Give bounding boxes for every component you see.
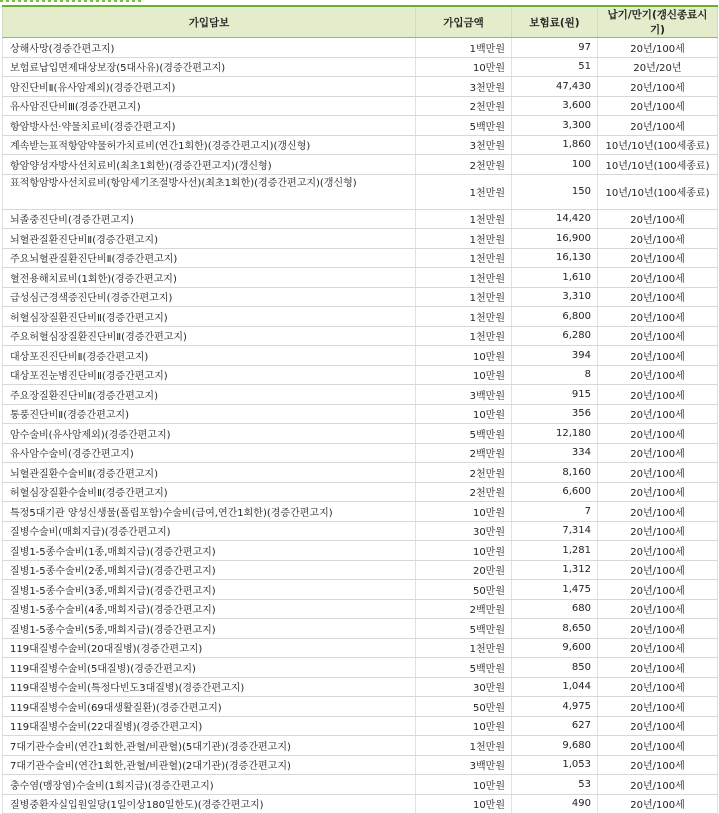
amount-cell: 50만원 (416, 580, 512, 600)
coverage-name-cell: 119대질병수술비(특정다빈도3대질병)(경증간편고지) (3, 677, 416, 697)
premium-cell: 680 (512, 599, 598, 619)
term-cell: 20년/100세 (598, 716, 718, 736)
coverage-name-cell: 7대기관수술비(연간1회한,관혈/비관혈)(2대기관)(경증간편고지) (3, 755, 416, 775)
header-premium: 보험료(원) (512, 6, 598, 38)
amount-cell: 10만원 (416, 794, 512, 814)
amount-cell: 5백만원 (416, 619, 512, 639)
premium-cell: 6,600 (512, 482, 598, 502)
term-cell: 20년/100세 (598, 560, 718, 580)
term-cell: 20년/100세 (598, 599, 718, 619)
amount-cell: 2천만원 (416, 482, 512, 502)
header-row (3, 6, 718, 38)
term-cell: 20년/100세 (598, 443, 718, 463)
coverage-name-cell: 통풍진단비Ⅱ(경증간편고지) (3, 404, 416, 424)
accent-dash (90, 0, 93, 2)
amount-cell: 3천만원 (416, 77, 512, 97)
table-row (3, 502, 718, 522)
amount-cell: 5백만원 (416, 116, 512, 136)
coverage-name-cell: 7대기관수술비(연간1회한,관혈/비관혈)(5대기관)(경증간편고지) (3, 736, 416, 756)
premium-cell: 8,160 (512, 463, 598, 483)
amount-cell: 5백만원 (416, 424, 512, 444)
coverage-table-body (3, 38, 718, 814)
accent-dash (102, 0, 105, 2)
coverage-name-cell: 질병1-5종수술비(2종,매회지급)(경증간편고지) (3, 560, 416, 580)
table-row (3, 580, 718, 600)
accent-dash (138, 0, 141, 2)
premium-cell: 334 (512, 443, 598, 463)
accent-dash (18, 0, 21, 2)
coverage-name-cell: 대상포진진단비Ⅱ(경증간편고지) (3, 346, 416, 366)
amount-cell: 10만원 (416, 775, 512, 795)
term-cell: 20년/100세 (598, 502, 718, 522)
table-row (3, 38, 718, 58)
coverage-name-cell: 주요뇌혈관질환진단비Ⅱ(경증간편고지) (3, 248, 416, 268)
amount-cell: 10만원 (416, 541, 512, 561)
term-cell: 20년/100세 (598, 697, 718, 717)
premium-cell: 9,600 (512, 638, 598, 658)
amount-cell: 3백만원 (416, 385, 512, 405)
table-row (3, 77, 718, 97)
term-cell: 20년/100세 (598, 365, 718, 385)
premium-cell: 4,975 (512, 697, 598, 717)
premium-cell: 627 (512, 716, 598, 736)
term-cell: 20년/100세 (598, 209, 718, 229)
term-cell: 10년/10년(100세종료) (598, 135, 718, 155)
table-row (3, 174, 718, 209)
term-cell: 20년/100세 (598, 96, 718, 116)
amount-cell: 1천만원 (416, 174, 512, 209)
table-row (3, 463, 718, 483)
term-cell: 20년/100세 (598, 307, 718, 327)
accent-dash (120, 0, 123, 2)
header-amount: 가입금액 (416, 6, 512, 38)
premium-cell: 47,430 (512, 77, 598, 97)
table-row (3, 229, 718, 249)
amount-cell: 1천만원 (416, 248, 512, 268)
amount-cell: 10만원 (416, 716, 512, 736)
term-cell: 20년/100세 (598, 755, 718, 775)
table-row (3, 424, 718, 444)
term-cell: 20년/100세 (598, 482, 718, 502)
amount-cell: 10만원 (416, 57, 512, 77)
coverage-name-cell: 급성심근경색증진단비(경증간편고지) (3, 287, 416, 307)
premium-cell: 1,281 (512, 541, 598, 561)
coverage-name-cell: 유사암수술비(경증간편고지) (3, 443, 416, 463)
accent-dash (66, 0, 69, 2)
premium-cell: 9,680 (512, 736, 598, 756)
premium-cell: 1,312 (512, 560, 598, 580)
term-cell: 20년/100세 (598, 541, 718, 561)
coverage-name-cell: 뇌혈관질환진단비Ⅱ(경증간편고지) (3, 229, 416, 249)
table-row (3, 248, 718, 268)
table-row (3, 736, 718, 756)
term-cell: 20년/100세 (598, 229, 718, 249)
term-cell: 20년/100세 (598, 404, 718, 424)
coverage-name-cell: 질병1-5종수술비(5종,매회지급)(경증간편고지) (3, 619, 416, 639)
term-cell: 20년/100세 (598, 677, 718, 697)
premium-cell: 14,420 (512, 209, 598, 229)
coverage-name-cell: 질병1-5종수술비(3종,매회지급)(경증간편고지) (3, 580, 416, 600)
table-row (3, 57, 718, 77)
coverage-name-cell: 유사암진단비Ⅲ(경증간편고지) (3, 96, 416, 116)
coverage-name-cell: 항암양성자방사선치료비(최초1회한)(경증간편고지)(갱신형) (3, 155, 416, 175)
accent-dash (0, 0, 3, 2)
coverage-name-cell: 암수술비(유사암제외)(경증간편고지) (3, 424, 416, 444)
accent-dash (60, 0, 63, 2)
amount-cell: 1천만원 (416, 287, 512, 307)
premium-cell: 7 (512, 502, 598, 522)
table-row (3, 716, 718, 736)
table-row (3, 155, 718, 175)
coverage-name-cell: 119대질병수술비(22대질병)(경증간편고지) (3, 716, 416, 736)
premium-cell: 16,900 (512, 229, 598, 249)
coverage-name-cell: 질병1-5종수술비(1종,매회지급)(경증간편고지) (3, 541, 416, 561)
table-row (3, 677, 718, 697)
accent-dash (6, 0, 9, 2)
coverage-name-cell: 질병수술비(매회지급)(경증간편고지) (3, 521, 416, 541)
premium-cell: 1,610 (512, 268, 598, 288)
premium-cell: 3,310 (512, 287, 598, 307)
premium-cell: 7,314 (512, 521, 598, 541)
term-cell: 20년/100세 (598, 580, 718, 600)
premium-cell: 490 (512, 794, 598, 814)
coverage-name-cell: 보험료납입면제대상보장(5대사유)(경증간편고지) (3, 57, 416, 77)
accent-dash (36, 0, 39, 2)
amount-cell: 5백만원 (416, 658, 512, 678)
premium-cell: 6,800 (512, 307, 598, 327)
term-cell: 20년/100세 (598, 77, 718, 97)
table-row (3, 482, 718, 502)
accent-dash (42, 0, 45, 2)
table-row (3, 541, 718, 561)
coverage-table-header (3, 6, 718, 38)
table-row (3, 287, 718, 307)
accent-dash (96, 0, 99, 2)
accent-dash (78, 0, 81, 2)
amount-cell: 20만원 (416, 560, 512, 580)
coverage-name-cell: 대상포진눈병진단비Ⅱ(경증간편고지) (3, 365, 416, 385)
table-row (3, 697, 718, 717)
premium-cell: 150 (512, 174, 598, 209)
amount-cell: 10만원 (416, 502, 512, 522)
amount-cell: 50만원 (416, 697, 512, 717)
coverage-name-cell: 허혈심장질환진단비Ⅱ(경증간편고지) (3, 307, 416, 327)
amount-cell: 1백만원 (416, 38, 512, 58)
accent-dash (126, 0, 129, 2)
amount-cell: 1천만원 (416, 326, 512, 346)
term-cell: 20년/100세 (598, 346, 718, 366)
coverage-name-cell: 충수염(맹장염)수술비(1회지급)(경증간편고지) (3, 775, 416, 795)
premium-cell: 394 (512, 346, 598, 366)
term-cell: 20년/100세 (598, 326, 718, 346)
table-row (3, 365, 718, 385)
amount-cell: 3백만원 (416, 755, 512, 775)
term-cell: 20년/100세 (598, 248, 718, 268)
amount-cell: 2천만원 (416, 96, 512, 116)
table-row (3, 638, 718, 658)
coverage-table-container (2, 5, 717, 814)
accent-dash (114, 0, 117, 2)
term-cell: 20년/100세 (598, 424, 718, 444)
premium-cell: 1,860 (512, 135, 598, 155)
table-row (3, 404, 718, 424)
coverage-name-cell: 주요허혈심장질환진단비Ⅱ(경증간편고지) (3, 326, 416, 346)
premium-cell: 3,300 (512, 116, 598, 136)
amount-cell: 10만원 (416, 404, 512, 424)
coverage-name-cell: 질병중환자실입원일당(1일이상180일한도)(경증간편고지) (3, 794, 416, 814)
coverage-name-cell: 허혈심장질환수술비Ⅱ(경증간편고지) (3, 482, 416, 502)
table-row (3, 443, 718, 463)
amount-cell: 3천만원 (416, 135, 512, 155)
table-row (3, 521, 718, 541)
amount-cell: 10만원 (416, 346, 512, 366)
amount-cell: 2백만원 (416, 443, 512, 463)
coverage-name-cell: 계속받는표적항암약물허가치료비(연간1회한)(경증간편고지)(갱신형) (3, 135, 416, 155)
coverage-name-cell: 암진단비Ⅱ(유사암제외)(경증간편고지) (3, 77, 416, 97)
table-row (3, 307, 718, 327)
amount-cell: 30만원 (416, 677, 512, 697)
premium-cell: 1,053 (512, 755, 598, 775)
term-cell: 20년/100세 (598, 463, 718, 483)
coverage-name-cell: 119대질병수술비(5대질병)(경증간편고지) (3, 658, 416, 678)
accent-dash (30, 0, 33, 2)
term-cell: 20년/100세 (598, 521, 718, 541)
table-row (3, 385, 718, 405)
term-cell: 10년/10년(100세종료) (598, 174, 718, 209)
table-row (3, 96, 718, 116)
table-row (3, 775, 718, 795)
table-row (3, 135, 718, 155)
coverage-name-cell: 특정5대기관 양성신생물(폴립포함)수술비(급여,연간1회한)(경증간편고지) (3, 502, 416, 522)
amount-cell: 2천만원 (416, 155, 512, 175)
term-cell: 20년/100세 (598, 268, 718, 288)
coverage-name-cell: 혈전용해치료비(1회한)(경증간편고지) (3, 268, 416, 288)
accent-dash (132, 0, 135, 2)
term-cell: 20년/100세 (598, 658, 718, 678)
table-row (3, 658, 718, 678)
premium-cell: 51 (512, 57, 598, 77)
amount-cell: 2백만원 (416, 599, 512, 619)
term-cell: 20년/100세 (598, 775, 718, 795)
table-row (3, 346, 718, 366)
coverage-name-cell: 상해사망(경증간편고지) (3, 38, 416, 58)
table-row (3, 599, 718, 619)
coverage-table (2, 5, 718, 814)
table-row (3, 209, 718, 229)
term-cell: 20년/100세 (598, 736, 718, 756)
premium-cell: 1,044 (512, 677, 598, 697)
term-cell: 20년/20년 (598, 57, 718, 77)
accent-dash (24, 0, 27, 2)
amount-cell: 1천만원 (416, 209, 512, 229)
coverage-name-cell: 119대질병수술비(20대질병)(경증간편고지) (3, 638, 416, 658)
premium-cell: 97 (512, 38, 598, 58)
premium-cell: 356 (512, 404, 598, 424)
table-row (3, 755, 718, 775)
term-cell: 20년/100세 (598, 385, 718, 405)
accent-dash (54, 0, 57, 2)
premium-cell: 12,180 (512, 424, 598, 444)
amount-cell: 30만원 (416, 521, 512, 541)
term-cell: 20년/100세 (598, 794, 718, 814)
term-cell: 20년/100세 (598, 619, 718, 639)
coverage-name-cell: 뇌혈관질환수술비Ⅱ(경증간편고지) (3, 463, 416, 483)
amount-cell: 1천만원 (416, 736, 512, 756)
premium-cell: 6,280 (512, 326, 598, 346)
coverage-name-cell: 뇌졸중진단비(경증간편고지) (3, 209, 416, 229)
accent-dash (12, 0, 15, 2)
term-cell: 20년/100세 (598, 38, 718, 58)
coverage-name-cell: 항암방사선·약물치료비(경증간편고지) (3, 116, 416, 136)
accent-dash (108, 0, 111, 2)
coverage-name-cell: 주요장질환진단비Ⅱ(경증간편고지) (3, 385, 416, 405)
premium-cell: 8 (512, 365, 598, 385)
table-row (3, 326, 718, 346)
table-row (3, 560, 718, 580)
premium-cell: 850 (512, 658, 598, 678)
premium-cell: 100 (512, 155, 598, 175)
amount-cell: 1천만원 (416, 307, 512, 327)
premium-cell: 3,600 (512, 96, 598, 116)
accent-dash (84, 0, 87, 2)
coverage-name-cell: 119대질병수술비(69대생활질환)(경증간편고지) (3, 697, 416, 717)
amount-cell: 10만원 (416, 365, 512, 385)
term-cell: 20년/100세 (598, 116, 718, 136)
accent-dash (48, 0, 51, 2)
term-cell: 20년/100세 (598, 638, 718, 658)
amount-cell: 1천만원 (416, 229, 512, 249)
table-row (3, 268, 718, 288)
header-term: 납기/만기(갱신종료시기) (598, 6, 718, 38)
header-coverage: 가입담보 (3, 6, 416, 38)
coverage-name-cell: 질병1-5종수술비(4종,매회지급)(경증간편고지) (3, 599, 416, 619)
premium-cell: 16,130 (512, 248, 598, 268)
amount-cell: 2천만원 (416, 463, 512, 483)
amount-cell: 1천만원 (416, 268, 512, 288)
premium-cell: 915 (512, 385, 598, 405)
table-row (3, 116, 718, 136)
premium-cell: 1,475 (512, 580, 598, 600)
amount-cell: 1천만원 (416, 638, 512, 658)
term-cell: 20년/100세 (598, 287, 718, 307)
accent-dash (72, 0, 75, 2)
table-row (3, 794, 718, 814)
table-row (3, 619, 718, 639)
coverage-name-cell: 표적항암방사선치료비(항암세기조절방사선)(최초1회한)(경증간편고지)(갱신형) (3, 174, 416, 209)
premium-cell: 53 (512, 775, 598, 795)
term-cell: 10년/10년(100세종료) (598, 155, 718, 175)
premium-cell: 8,650 (512, 619, 598, 639)
